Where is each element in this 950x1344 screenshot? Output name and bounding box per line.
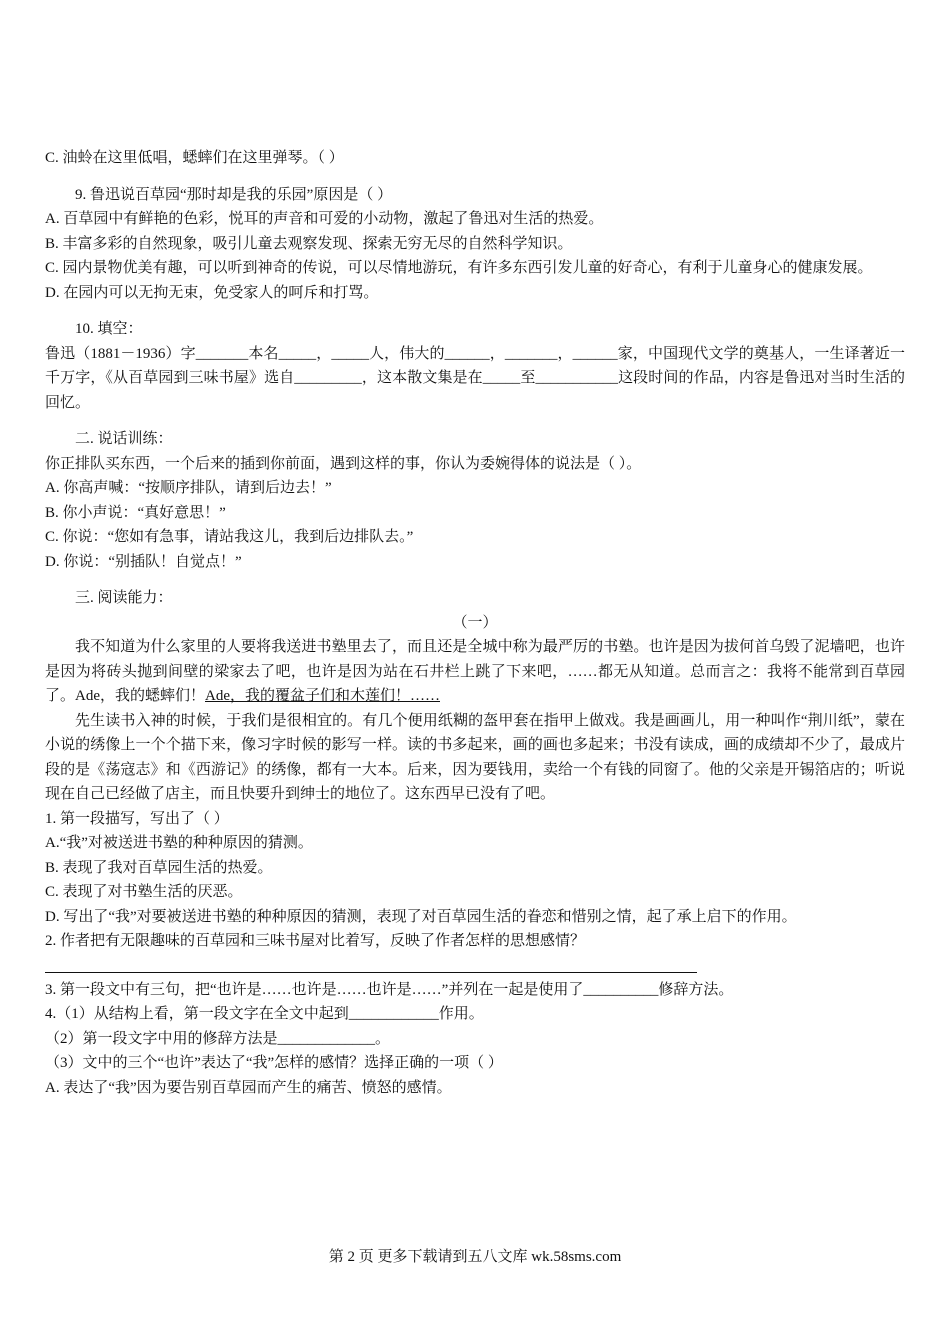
reading-heading: 三. 阅读能力： [75,590,173,606]
document-body [45,146,905,1100]
reading-q3: 3. 第一段文中有三句，把“也许是……也许是……也许是……”并列在一起是使用了__________修辞方法。 [45,981,734,998]
q10-body: 鲁迅（1881－1936）字_______本名_____，_____人，伟大的______，_______，______家，中国现代文学的奠基人，一生译著近一千万字，《从百草园到三味书屋》选自_________，这本散文集是在_____至___________这段时间的作品，内容是鲁迅对当时生活的回忆。 [45,345,905,411]
q9-stem: 9. 鲁迅说百草园“那时却是我的乐园”原因是（ ） [75,186,393,203]
reading-q2: 2. 作者把有无限趣味的百草园和三味书屋对比着写，反映了作者怎样的思想感情？ [45,933,586,949]
reading-q1-option-b: B. 表现了我对百草园生活的热爱。 [45,859,273,876]
reading-q4-1: 4.（1）从结构上看，第一段文字在全文中起到____________作用。 [45,1006,484,1022]
q9-option-d: D. 在园内可以无拘无束，免受家人的呵斥和打骂。 [45,284,379,301]
reading-q4-3: （3）文中的三个“也许”表达了“我”怎样的感情？选择正确的一项（ ） [45,1055,503,1071]
reading-q1-option-a: A.“我”对被送进书塾的种种原因的猜测。 [45,835,313,851]
reading-paragraph-1-text: 我不知道为什么家里的人要将我送进书塾里去了，而且还是全城中称为最严厉的书塾。也许是因为拔何首乌毁了泥墙吧，也许是因为将砖头抛到间壁的梁家去了吧，也许是因为站在石井栏上跳了下来吧，……都无从知道。总而言之：我将不能常到百草园了。Ade，我的蟋蟀们！ [45,639,905,704]
speaking-option-a: A. 你高声喊：“按顺序排队，请到后边去！” [45,480,332,496]
reading-q1: 1. 第一段描写，写出了（ ） [45,810,229,827]
q9-option-b: B. 丰富多彩的自然现象，吸引儿童去观察发现、探索无穷无尽的自然科学知识。 [45,235,573,252]
q9-option-a: A. 百草园中有鲜艳的色彩，悦耳的声音和可爱的小动物，激起了鲁迅对生活的热爱。 [45,211,604,227]
speaking-option-b: B. 你小声说：“真好意思！” [45,504,226,521]
page-footer: 第 2 页 更多下载请到五八文库 wk.58sms.com [328,1249,622,1265]
reading-q4-3-option-a: A. 表达了“我”因为要告别百草园而产生的痛苦、愤怒的感情。 [45,1079,452,1096]
q10-stem: 10. 填空： [75,321,143,337]
speaking-stem: 你正排队买东西，一个后来的插到你前面，遇到这样的事，你认为委婉得体的说法是（ ）。 [45,455,642,472]
reading-paragraph-1 [45,635,905,709]
q8-option-c: C. 油蛉在这里低唱，蟋蟀们在这里弹琴。（ ） [45,150,344,166]
reading-q1-option-d: D. 写出了“我”对要被送进书塾的种种原因的猜测，表现了对百草园生活的眷恋和惜别之情，起了承上启下的作用。 [45,908,797,925]
answer-line [45,954,905,978]
reading-section-label: （一） [452,614,498,631]
speaking-option-c: C. 你说：“您如有急事，请站我这儿，我到后边排队去。” [45,529,414,545]
reading-q4-2: （2）第一段文字中用的修辞方法是_____________。 [45,1030,391,1047]
reading-paragraph-2: 先生读书入神的时候，于我们是很相宜的。有几个便用纸糊的盔甲套在指甲上做戏。我是画画儿，用一种叫作“荆川纸”，蒙在小说的绣像上一个个描下来，像习字时候的影写一样。读的书多起来，画的画也多起来；书没有读成，画的成绩却不少了，最成片段的是《荡寇志》和《西游记》的绣像，都有一大本。后来，因为要钱用，卖给一个有钱的同窗了。他的父亲是开锡箔店的；听说现在自己已经做了店主，而且快要升到绅士的地位了。这东西早已没有了吧。 [45,712,905,802]
reading-paragraph-1-underlined: Ade，我的覆盆子们和木莲们！…… [205,688,440,704]
q9-option-c: C. 园内景物优美有趣，可以听到神奇的传说，可以尽情地游玩，有许多东西引发儿童的好奇心，有利于儿童身心的健康发展。 [45,260,873,276]
speaking-option-d: D. 你说：“别插队！自觉点！” [45,553,242,570]
reading-q1-option-c: C. 表现了对书塾生活的厌恶。 [45,884,243,900]
speaking-heading: 二. 说话训练： [75,431,173,447]
